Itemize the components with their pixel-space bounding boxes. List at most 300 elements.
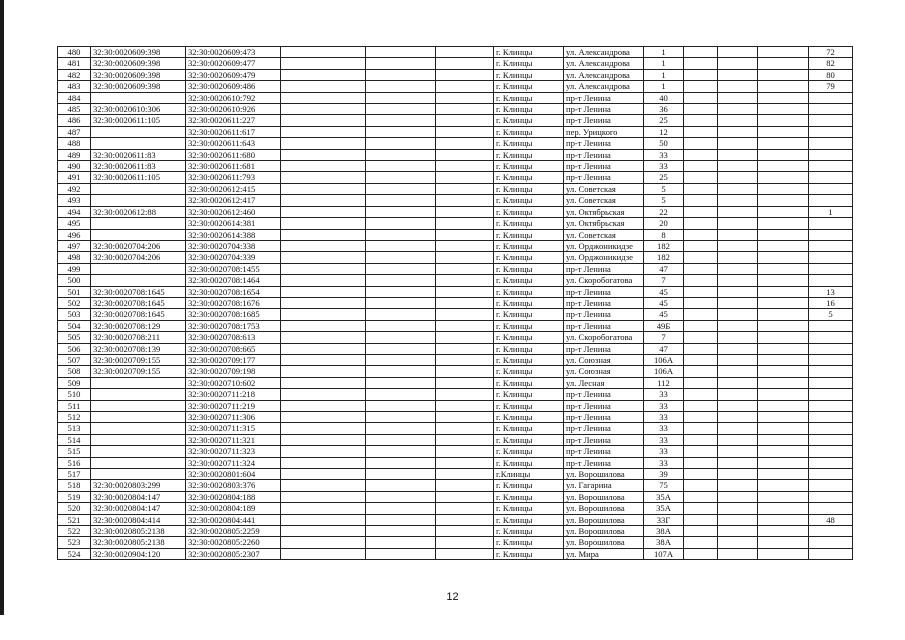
city-cell: г. Клинцы [494, 149, 564, 160]
city-cell: г. Клинцы [494, 412, 564, 423]
empty-cell [366, 172, 436, 183]
apartment-cell [809, 320, 853, 331]
empty-cell [718, 115, 758, 126]
empty-cell [758, 252, 809, 263]
apartment-cell [809, 343, 853, 354]
register-table [57, 46, 853, 560]
parcel-cadastral-cell [91, 229, 186, 240]
city-cell: г. Клинцы [494, 218, 564, 229]
empty-cell [718, 514, 758, 525]
empty-cell [758, 240, 809, 251]
street-cell: ул. Советская [564, 183, 644, 194]
apartment-cell [809, 434, 853, 445]
object-cadastral-cell: 32:30:0020611:227 [186, 115, 281, 126]
parcel-cadastral-cell [91, 138, 186, 149]
apartment-cell [809, 480, 853, 491]
table-row [58, 412, 853, 423]
empty-cell [718, 366, 758, 377]
empty-cell [436, 149, 494, 160]
empty-cell [436, 423, 494, 434]
empty-cell [718, 446, 758, 457]
row-number-cell: 508 [58, 366, 91, 377]
empty-cell [281, 526, 366, 537]
parcel-cadastral-cell [91, 263, 186, 274]
object-cadastral-cell: 32:30:0020804:441 [186, 514, 281, 525]
empty-cell [366, 69, 436, 80]
empty-cell [366, 480, 436, 491]
object-cadastral-cell: 32:30:0020803:376 [186, 480, 281, 491]
empty-cell [758, 434, 809, 445]
empty-cell [281, 480, 366, 491]
house-number-cell: 40 [644, 92, 684, 103]
apartment-cell [809, 469, 853, 480]
empty-cell [684, 389, 718, 400]
object-cadastral-cell: 32:30:0020711:306 [186, 412, 281, 423]
row-number-cell: 497 [58, 240, 91, 251]
table-row [58, 149, 853, 160]
street-cell: ул. Ворошилова [564, 491, 644, 502]
parcel-cadastral-cell: 32:30:0020804:414 [91, 514, 186, 525]
object-cadastral-cell: 32:30:0020708:1685 [186, 309, 281, 320]
empty-cell [684, 115, 718, 126]
empty-cell [758, 104, 809, 115]
empty-cell [684, 149, 718, 160]
parcel-cadastral-cell [91, 218, 186, 229]
empty-cell [684, 263, 718, 274]
house-number-cell: 33Г [644, 514, 684, 525]
empty-cell [718, 469, 758, 480]
street-cell: ул. Мира [564, 548, 644, 559]
row-number-cell: 516 [58, 457, 91, 468]
empty-cell [436, 172, 494, 183]
empty-cell [366, 275, 436, 286]
empty-cell [758, 263, 809, 274]
street-cell: пер. Урицкого [564, 126, 644, 137]
street-cell: пр-т Ленина [564, 423, 644, 434]
empty-cell [436, 400, 494, 411]
row-number-cell: 484 [58, 92, 91, 103]
apartment-cell [809, 218, 853, 229]
parcel-cadastral-cell [91, 377, 186, 388]
parcel-cadastral-cell: 32:30:0020708:129 [91, 320, 186, 331]
street-cell: пр-т Ленина [564, 297, 644, 308]
empty-cell [366, 366, 436, 377]
empty-cell [436, 297, 494, 308]
empty-cell [718, 81, 758, 92]
empty-cell [684, 332, 718, 343]
empty-cell [281, 183, 366, 194]
empty-cell [758, 491, 809, 502]
empty-cell [281, 263, 366, 274]
object-cadastral-cell: 32:30:0020708:613 [186, 332, 281, 343]
parcel-cadastral-cell: 32:30:0020611:83 [91, 161, 186, 172]
object-cadastral-cell: 32:30:0020805:2260 [186, 537, 281, 548]
table-row [58, 161, 853, 172]
table-row [58, 446, 853, 457]
empty-cell [436, 92, 494, 103]
street-cell: пр-т Ленина [564, 400, 644, 411]
empty-cell [366, 389, 436, 400]
street-cell: ул. Ворошилова [564, 514, 644, 525]
empty-cell [758, 480, 809, 491]
table-row [58, 491, 853, 502]
street-cell: пр-т Ленина [564, 161, 644, 172]
empty-cell [684, 412, 718, 423]
city-cell: г.Клинцы [494, 469, 564, 480]
house-number-cell: 5 [644, 183, 684, 194]
apartment-cell [809, 389, 853, 400]
apartment-cell [809, 138, 853, 149]
empty-cell [366, 548, 436, 559]
empty-cell [684, 58, 718, 69]
empty-cell [281, 377, 366, 388]
house-number-cell: 1 [644, 69, 684, 80]
empty-cell [718, 389, 758, 400]
apartment-cell [809, 195, 853, 206]
empty-cell [366, 206, 436, 217]
empty-cell [758, 195, 809, 206]
house-number-cell: 45 [644, 309, 684, 320]
empty-cell [684, 69, 718, 80]
object-cadastral-cell: 32:30:0020610:926 [186, 104, 281, 115]
apartment-cell [809, 446, 853, 457]
apartment-cell [809, 412, 853, 423]
empty-cell [436, 69, 494, 80]
empty-cell [758, 229, 809, 240]
empty-cell [758, 138, 809, 149]
empty-cell [718, 400, 758, 411]
empty-cell [758, 446, 809, 457]
street-cell: пр-т Ленина [564, 172, 644, 183]
table-row [58, 115, 853, 126]
city-cell: г. Клинцы [494, 309, 564, 320]
object-cadastral-cell: 32:30:0020801:604 [186, 469, 281, 480]
street-cell: пр-т Ленина [564, 149, 644, 160]
table-row [58, 423, 853, 434]
empty-cell [281, 252, 366, 263]
house-number-cell: 106А [644, 354, 684, 365]
empty-cell [436, 537, 494, 548]
empty-cell [366, 343, 436, 354]
empty-cell [281, 161, 366, 172]
empty-cell [281, 149, 366, 160]
empty-cell [366, 218, 436, 229]
city-cell: г. Клинцы [494, 377, 564, 388]
apartment-cell [809, 92, 853, 103]
empty-cell [758, 400, 809, 411]
empty-cell [718, 138, 758, 149]
empty-cell [366, 58, 436, 69]
row-number-cell: 507 [58, 354, 91, 365]
object-cadastral-cell: 32:30:0020614:388 [186, 229, 281, 240]
empty-cell [366, 309, 436, 320]
apartment-cell [809, 240, 853, 251]
empty-cell [718, 377, 758, 388]
empty-cell [281, 218, 366, 229]
house-number-cell: 1 [644, 58, 684, 69]
empty-cell [281, 229, 366, 240]
empty-cell [436, 332, 494, 343]
house-number-cell: 36 [644, 104, 684, 115]
empty-cell [758, 149, 809, 160]
object-cadastral-cell: 32:30:0020804:189 [186, 503, 281, 514]
empty-cell [366, 491, 436, 502]
row-number-cell: 505 [58, 332, 91, 343]
empty-cell [684, 457, 718, 468]
street-cell: пр-т Ленина [564, 263, 644, 274]
street-cell: пр-т Ленина [564, 115, 644, 126]
empty-cell [718, 252, 758, 263]
parcel-cadastral-cell [91, 389, 186, 400]
row-number-cell: 524 [58, 548, 91, 559]
table-row [58, 172, 853, 183]
parcel-cadastral-cell: 32:30:0020805:2138 [91, 537, 186, 548]
empty-cell [281, 240, 366, 251]
empty-cell [436, 263, 494, 274]
object-cadastral-cell: 32:30:0020805:2259 [186, 526, 281, 537]
empty-cell [684, 423, 718, 434]
object-cadastral-cell: 32:30:0020612:415 [186, 183, 281, 194]
empty-cell [366, 92, 436, 103]
apartment-cell [809, 115, 853, 126]
house-number-cell: 1 [644, 81, 684, 92]
row-number-cell: 521 [58, 514, 91, 525]
object-cadastral-cell: 32:30:0020708:1676 [186, 297, 281, 308]
empty-cell [281, 400, 366, 411]
empty-cell [436, 377, 494, 388]
row-number-cell: 501 [58, 286, 91, 297]
object-cadastral-cell: 32:30:0020805:2307 [186, 548, 281, 559]
street-cell: ул. Ворошилова [564, 526, 644, 537]
parcel-cadastral-cell: 32:30:0020609:398 [91, 58, 186, 69]
empty-cell [281, 354, 366, 365]
empty-cell [281, 343, 366, 354]
apartment-cell [809, 457, 853, 468]
object-cadastral-cell: 32:30:0020708:1654 [186, 286, 281, 297]
parcel-cadastral-cell: 32:30:0020805:2138 [91, 526, 186, 537]
empty-cell [684, 286, 718, 297]
empty-cell [758, 218, 809, 229]
empty-cell [366, 526, 436, 537]
empty-cell [366, 183, 436, 194]
parcel-cadastral-cell: 32:30:0020709:155 [91, 354, 186, 365]
empty-cell [436, 229, 494, 240]
city-cell: г. Клинцы [494, 480, 564, 491]
city-cell: г. Клинцы [494, 81, 564, 92]
house-number-cell: 22 [644, 206, 684, 217]
apartment-cell: 48 [809, 514, 853, 525]
empty-cell [366, 434, 436, 445]
city-cell: г. Клинцы [494, 206, 564, 217]
parcel-cadastral-cell [91, 195, 186, 206]
apartment-cell [809, 366, 853, 377]
empty-cell [684, 240, 718, 251]
empty-cell [436, 115, 494, 126]
empty-cell [758, 69, 809, 80]
empty-cell [684, 195, 718, 206]
object-cadastral-cell: 32:30:0020612:417 [186, 195, 281, 206]
street-cell: ул. Советская [564, 229, 644, 240]
empty-cell [281, 537, 366, 548]
row-number-cell: 489 [58, 149, 91, 160]
row-number-cell: 496 [58, 229, 91, 240]
table-row [58, 548, 853, 559]
parcel-cadastral-cell [91, 275, 186, 286]
empty-cell [436, 320, 494, 331]
object-cadastral-cell: 32:30:0020710:602 [186, 377, 281, 388]
empty-cell [718, 47, 758, 58]
city-cell: г. Клинцы [494, 343, 564, 354]
apartment-cell [809, 503, 853, 514]
empty-cell [758, 115, 809, 126]
object-cadastral-cell: 32:30:0020611:680 [186, 149, 281, 160]
table-row [58, 58, 853, 69]
empty-cell [366, 263, 436, 274]
empty-cell [684, 343, 718, 354]
empty-cell [281, 309, 366, 320]
parcel-cadastral-cell [91, 469, 186, 480]
city-cell: г. Клинцы [494, 389, 564, 400]
object-cadastral-cell: 32:30:0020611:643 [186, 138, 281, 149]
empty-cell [684, 161, 718, 172]
city-cell: г. Клинцы [494, 69, 564, 80]
empty-cell [281, 412, 366, 423]
empty-cell [281, 366, 366, 377]
empty-cell [436, 195, 494, 206]
row-number-cell: 492 [58, 183, 91, 194]
row-number-cell: 499 [58, 263, 91, 274]
empty-cell [684, 526, 718, 537]
apartment-cell: 5 [809, 309, 853, 320]
house-number-cell: 112 [644, 377, 684, 388]
object-cadastral-cell: 32:30:0020609:486 [186, 81, 281, 92]
street-cell: ул. Александрова [564, 69, 644, 80]
city-cell: г. Клинцы [494, 275, 564, 286]
street-cell: ул. Александрова [564, 47, 644, 58]
object-cadastral-cell: 32:30:0020611:617 [186, 126, 281, 137]
street-cell: ул. Октябрьская [564, 218, 644, 229]
empty-cell [684, 252, 718, 263]
empty-cell [684, 548, 718, 559]
object-cadastral-cell: 32:30:0020610:792 [186, 92, 281, 103]
street-cell: пр-т Ленина [564, 320, 644, 331]
empty-cell [758, 343, 809, 354]
apartment-cell [809, 275, 853, 286]
empty-cell [684, 206, 718, 217]
empty-cell [436, 491, 494, 502]
parcel-cadastral-cell: 32:30:0020704:206 [91, 252, 186, 263]
empty-cell [436, 275, 494, 286]
empty-cell [718, 354, 758, 365]
street-cell: пр-т Ленина [564, 457, 644, 468]
city-cell: г. Клинцы [494, 320, 564, 331]
empty-cell [758, 366, 809, 377]
empty-cell [436, 218, 494, 229]
empty-cell [281, 172, 366, 183]
table-row [58, 366, 853, 377]
street-cell: ул. Союзная [564, 354, 644, 365]
empty-cell [436, 526, 494, 537]
empty-cell [684, 183, 718, 194]
house-number-cell: 182 [644, 252, 684, 263]
table-row [58, 526, 853, 537]
row-number-cell: 512 [58, 412, 91, 423]
empty-cell [758, 469, 809, 480]
empty-cell [366, 47, 436, 58]
row-number-cell: 519 [58, 491, 91, 502]
empty-cell [366, 354, 436, 365]
empty-cell [281, 126, 366, 137]
city-cell: г. Клинцы [494, 47, 564, 58]
parcel-cadastral-cell [91, 434, 186, 445]
parcel-cadastral-cell [91, 457, 186, 468]
empty-cell [281, 69, 366, 80]
street-cell: ул. Октябрьская [564, 206, 644, 217]
empty-cell [718, 149, 758, 160]
empty-cell [366, 195, 436, 206]
empty-cell [718, 263, 758, 274]
apartment-cell [809, 354, 853, 365]
row-number-cell: 485 [58, 104, 91, 115]
empty-cell [758, 320, 809, 331]
street-cell: ул. Ворошилова [564, 537, 644, 548]
house-number-cell: 35А [644, 503, 684, 514]
street-cell: пр-т Ленина [564, 389, 644, 400]
house-number-cell: 182 [644, 240, 684, 251]
house-number-cell: 33 [644, 400, 684, 411]
empty-cell [436, 446, 494, 457]
house-number-cell: 33 [644, 389, 684, 400]
object-cadastral-cell: 32:30:0020711:218 [186, 389, 281, 400]
street-cell: ул. Орджоникидзе [564, 240, 644, 251]
table-row [58, 332, 853, 343]
empty-cell [718, 183, 758, 194]
empty-cell [436, 389, 494, 400]
empty-cell [366, 423, 436, 434]
parcel-cadastral-cell [91, 183, 186, 194]
empty-cell [436, 457, 494, 468]
city-cell: г. Клинцы [494, 92, 564, 103]
street-cell: ул. Скоробогатова [564, 332, 644, 343]
street-cell: пр-т Ленина [564, 309, 644, 320]
table-row [58, 195, 853, 206]
row-number-cell: 490 [58, 161, 91, 172]
empty-cell [684, 400, 718, 411]
empty-cell [436, 58, 494, 69]
row-number-cell: 498 [58, 252, 91, 263]
table-row [58, 434, 853, 445]
empty-cell [436, 354, 494, 365]
empty-cell [758, 58, 809, 69]
apartment-cell [809, 104, 853, 115]
row-number-cell: 494 [58, 206, 91, 217]
empty-cell [684, 366, 718, 377]
empty-cell [758, 183, 809, 194]
empty-cell [366, 469, 436, 480]
house-number-cell: 39 [644, 469, 684, 480]
street-cell: ул. Александрова [564, 58, 644, 69]
parcel-cadastral-cell: 32:30:0020708:1645 [91, 309, 186, 320]
object-cadastral-cell: 32:30:0020609:479 [186, 69, 281, 80]
street-cell: ул. Гагарина [564, 480, 644, 491]
empty-cell [366, 297, 436, 308]
row-number-cell: 520 [58, 503, 91, 514]
street-cell: ул. Ворошилова [564, 503, 644, 514]
empty-cell [366, 138, 436, 149]
object-cadastral-cell: 32:30:0020711:323 [186, 446, 281, 457]
empty-cell [718, 69, 758, 80]
empty-cell [366, 81, 436, 92]
